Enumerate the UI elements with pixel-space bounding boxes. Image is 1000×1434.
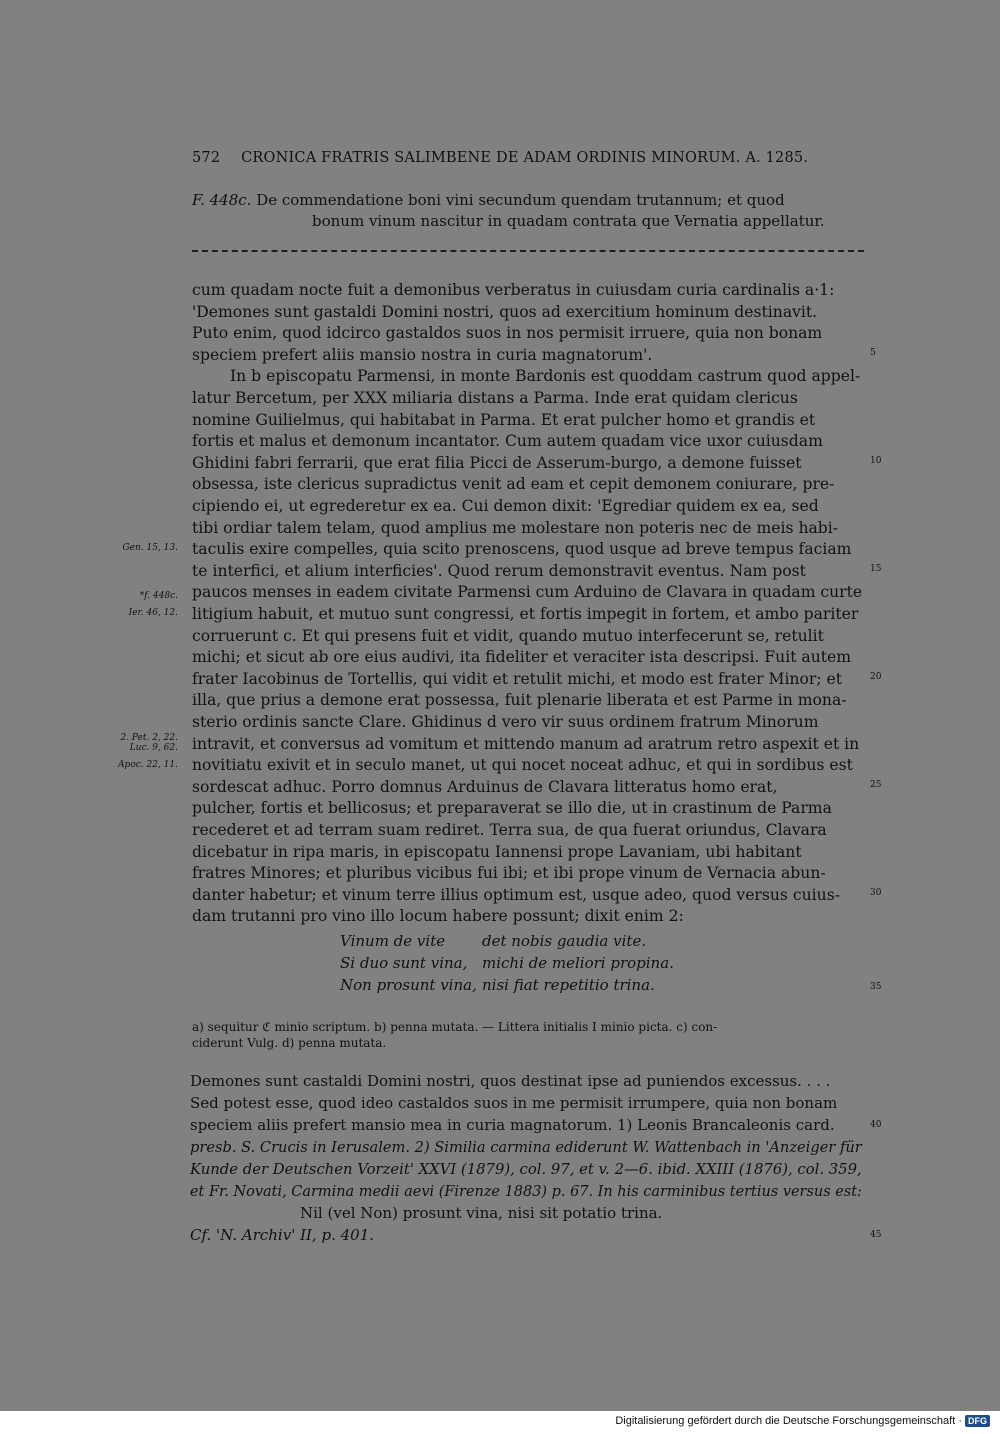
body-line: recederet et ad terram suam rediret. Terra sua, de qua fuerat oriundus, Clavara	[192, 821, 827, 839]
digitization-credit	[615, 1415, 990, 1427]
body-line: Ghidini fabri ferrarii, que erat filia Picci de Asserum-burgo, a demone fuisset	[192, 453, 802, 472]
verse-a: Vinum de vite	[340, 932, 446, 950]
body-line: nomine Guilielmus, qui habitabat in Parma. Et erat pulcher homo et grandis et	[192, 410, 816, 429]
section-rule	[192, 250, 864, 252]
note-line: et Fr. Novati, Carmina medii aevi (Firenze 1883) p. 67. In his carminibus tertius versus est:	[190, 1182, 862, 1200]
body-line: tibi ordiar talem telam, quod amplius me molestare non poteris nec de meis habi-	[192, 518, 839, 537]
chapter-summary	[192, 190, 862, 232]
verse-b: det nobis gaudia vite.	[482, 932, 647, 950]
verse-a: Si duo sunt vina,	[340, 954, 468, 972]
body-line: Puto enim, quod idcirco gastaldos suos in nos permisit irruere, quia non bonam	[192, 324, 823, 343]
body-line: fortis et malus et demonum incantator. Cum autem quadam vice uxor cuiusdam	[192, 432, 823, 451]
body-line: intravit, et conversus ad vomitum et mittendo manum ad aratrum retro aspexit et in	[192, 734, 860, 753]
apparatus-line: ciderunt Vulg. d) penna mutata.	[192, 1036, 387, 1050]
body-line: cipiendo ei, ut egrederetur ex ea. Cui demon dixit: 'Egrediar quidem ex ea, sed	[192, 497, 819, 515]
notes-line-number: 40	[870, 1120, 882, 1130]
body-line: novitiatu exivit et in seculo manet, ut qui nocet noceat adhuc, et qui in sordibus est	[192, 756, 853, 775]
page-number: 572	[192, 150, 221, 166]
margin-ref: Luc. 9, 62.	[129, 743, 178, 753]
body-line: obsessa, iste clericus supradictus venit ad eam et cepit demonem coniurare, pre-	[192, 475, 835, 494]
margin-ref: Gen. 15, 13.	[122, 543, 178, 553]
body-line: 'Demones sunt gastaldi Domini nostri, quos ad exercitium hominum destinavit.	[192, 302, 818, 321]
body-line: te interfici, et alium interficies'. Quod rerum demonstravit eventus. Nam post	[192, 561, 806, 580]
notes-line-number: 45	[870, 1230, 882, 1240]
margin-ref: Apoc. 22, 11.	[118, 760, 178, 770]
body-line: dam trutanni pro vino illo locum habere possunt; dixit enim 2:	[192, 907, 684, 926]
line-number: 10	[870, 455, 882, 466]
verse-b: michi de meliori propina.	[482, 954, 674, 972]
verse-a: Non prosunt vina,	[340, 976, 477, 994]
body-line: speciem prefert aliis mansio nostra in curia magnatorum'.	[192, 345, 653, 364]
notes-verse-text: Nil (vel Non) prosunt vina, nisi sit potatio trina.	[300, 1204, 663, 1222]
body-line: cum quadam nocte fuit a demonibus verberatus in cuiusdam curia cardinalis a·1:	[192, 281, 835, 299]
folio-reference: F. 448c.	[192, 191, 252, 209]
verse-line	[340, 932, 647, 950]
running-head-title: CRONICA FRATRIS SALIMBENE DE ADAM ORDINIS MINORUM. A. 1285.	[241, 150, 809, 166]
apparatus-line: a) sequitur ℭ minio scriptum. b) penna mutata. — Littera initialis I minio picta. c) con-	[192, 1020, 718, 1034]
body-line: fratres Minores; et pluribus vicibus fui ibi; et ibi prope vinum de Vernacia abun-	[192, 864, 826, 883]
body-line: paucos menses in eadem civitate Parmensi cum Arduino de Clavara in quadam curte	[192, 583, 863, 602]
line-number: 5	[870, 347, 876, 358]
body-line: pulcher, fortis et bellicosus; et preparaverat se illo die, ut in crastinum de Parma	[192, 799, 832, 818]
line-number: 15	[870, 563, 882, 574]
line-number: 20	[870, 671, 882, 682]
dfg-logo-icon: DFG	[965, 1415, 990, 1427]
note-line: presb. S. Crucis in Ierusalem. 2) Similia carmina ediderunt W. Wattenbach in 'Anzeiger für	[190, 1138, 862, 1156]
note-line: Kunde der Deutschen Vorzeit' XXVI (1879), col. 97, et v. 2—6. ibid. XXIII (1876), col. 359,	[190, 1160, 862, 1178]
body-line: In b episcopatu Parmensi, in monte Bardonis est quoddam castrum quod appel-	[230, 367, 861, 386]
body-line: dicebatur in ripa maris, in episcopatu Iannensi prope Lavaniam, ubi habitant	[192, 842, 802, 861]
margin-ref: *f. 448c.	[139, 591, 178, 601]
line-number: 25	[870, 779, 882, 790]
body-line: sordescat adhuc. Porro domnus Arduinus de Clavara litteratus homo erat,	[192, 777, 778, 796]
body-line: michi; et sicut ab ore eius audivi, ita fideliter et veraciter ista descripsi. Fuit autem	[192, 648, 852, 667]
notes-cf	[190, 1224, 862, 1246]
body-line: danter habetur; et vinum terre illius optimum est, usque adeo, quod versus cuius-	[192, 885, 840, 904]
note-line: Sed potest esse, quod ideo castaldos suos in me permisit irrumpere, quia non bonam	[190, 1094, 838, 1112]
summary-line-1: De commendatione boni vini secundum quendam trutannum; et quod	[256, 191, 785, 209]
body-line: litigium habuit, et mutuo sunt congressi, et fortis impegit in fortem, et ambo pariter	[192, 605, 859, 623]
body-line: taculis exire compelles, quia scito prenoscens, quod usque ad breve tempus faciam	[192, 540, 852, 559]
notes-cf-text: Cf. 'N. Archiv' II, p. 401.	[190, 1226, 375, 1244]
notes-verse	[190, 1202, 862, 1224]
summary-line-2: bonum vinum nascitur in quadam contrata que Vernatia appellatur.	[312, 212, 825, 230]
line-number: 35	[870, 982, 882, 992]
verse-b: nisi fiat repetitio trina.	[482, 976, 655, 994]
margin-ref: 2. Pet. 2, 22.	[120, 733, 178, 743]
running-head	[192, 150, 860, 166]
credit-text: Digitalisierung gefördert durch die Deutsche Forschungsgemeinschaft ·	[615, 1415, 962, 1427]
verse-line	[340, 976, 655, 994]
body-line: sterio ordinis sancte Clare. Ghidinus d vero vir suus ordinem fratrum Minorum	[192, 713, 819, 731]
note-line: Demones sunt castaldi Domini nostri, quos destinat ipse ad puniendos excessus. . . .	[190, 1072, 831, 1090]
body-line: illa, que prius a demone erat possessa, fuit plenarie liberata et est Parme in mona-	[192, 691, 847, 710]
verse-line	[340, 954, 674, 972]
body-line: latur Bercetum, per XXX miliaria distans a Parma. Inde erat quidam clericus	[192, 389, 798, 407]
body-line: frater Iacobinus de Tortellis, qui vidit et retulit michi, et modo est frater Minor; et	[192, 669, 843, 688]
body-line: corruerunt c. Et qui presens fuit et vidit, quando mutuo interfecerunt se, retulit	[192, 626, 824, 645]
margin-ref: Ier. 46, 12.	[128, 608, 178, 618]
note-line: speciem aliis prefert mansio mea in curia magnatorum. 1) Leonis Brancaleonis card.	[190, 1116, 835, 1134]
line-number: 30	[870, 887, 882, 898]
